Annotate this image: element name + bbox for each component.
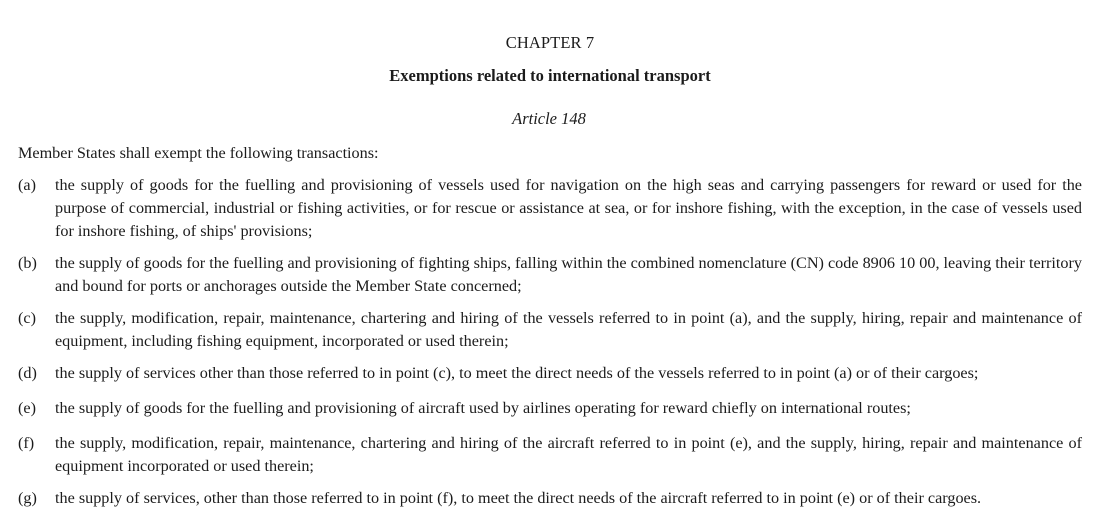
chapter-heading: CHAPTER 7 — [505, 33, 595, 52]
list-item-e — [18, 397, 1082, 420]
list-item-b — [18, 252, 1082, 298]
list-item-a — [18, 174, 1082, 243]
item-text: the supply of goods for the fuelling and provisioning of vessels used for navigation on the high seas and carrying passengers for reward or used for the purpose of commercial, industrial or fishing activities, or for rescue or assistance at sea, or for inshore fishing, with the exception, in the case of vessels used for inshore fishing, of ships' provisions; — [55, 176, 1082, 240]
list-item-c — [18, 307, 1082, 353]
chapter-title: Exemptions related to international transport — [389, 66, 711, 85]
item-label: (e) — [18, 399, 36, 417]
item-label: (d) — [18, 364, 37, 382]
intro-text: Member States shall exempt the following transactions: — [18, 144, 379, 162]
item-label: (a) — [18, 176, 36, 194]
item-label: (b) — [18, 254, 37, 272]
item-label: (c) — [18, 309, 36, 327]
item-label: (g) — [18, 489, 37, 507]
item-text: the supply, modification, repair, maintenance, chartering and hiring of the vessels referred to in point (a), and the supply, hiring, repair and maintenance of equipment, including fishing equipment, incorporated or used therein; — [55, 309, 1082, 350]
list-item-d — [18, 362, 1082, 385]
item-text: the supply, modification, repair, maintenance, chartering and hiring of the aircraft referred to in point (e), and the supply, hiring, repair and maintenance of equipment incorporated or used therein; — [55, 434, 1082, 475]
item-label: (f) — [18, 434, 35, 452]
item-text: the supply of goods for the fuelling and provisioning of aircraft used by airlines operating for reward chiefly on international routes; — [55, 399, 911, 417]
article-number: Article 148 — [512, 109, 586, 128]
item-text: the supply of services, other than those referred to in point (f), to meet the direct needs of the aircraft referred to in point (e) or of their cargoes. — [55, 489, 982, 507]
item-text: the supply of services other than those referred to in point (c), to meet the direct needs of the vessels referred to in point (a) or of their cargoes; — [55, 364, 979, 382]
list-item-f — [18, 432, 1082, 478]
item-text: the supply of goods for the fuelling and provisioning of fighting ships, falling within the combined nomenclature (CN) code 8906 10 00, leaving their territory and bound for ports or anchorages outside the Member State concerned; — [55, 254, 1082, 295]
list-item-g — [18, 487, 1082, 510]
exemption-list — [18, 174, 1082, 519]
